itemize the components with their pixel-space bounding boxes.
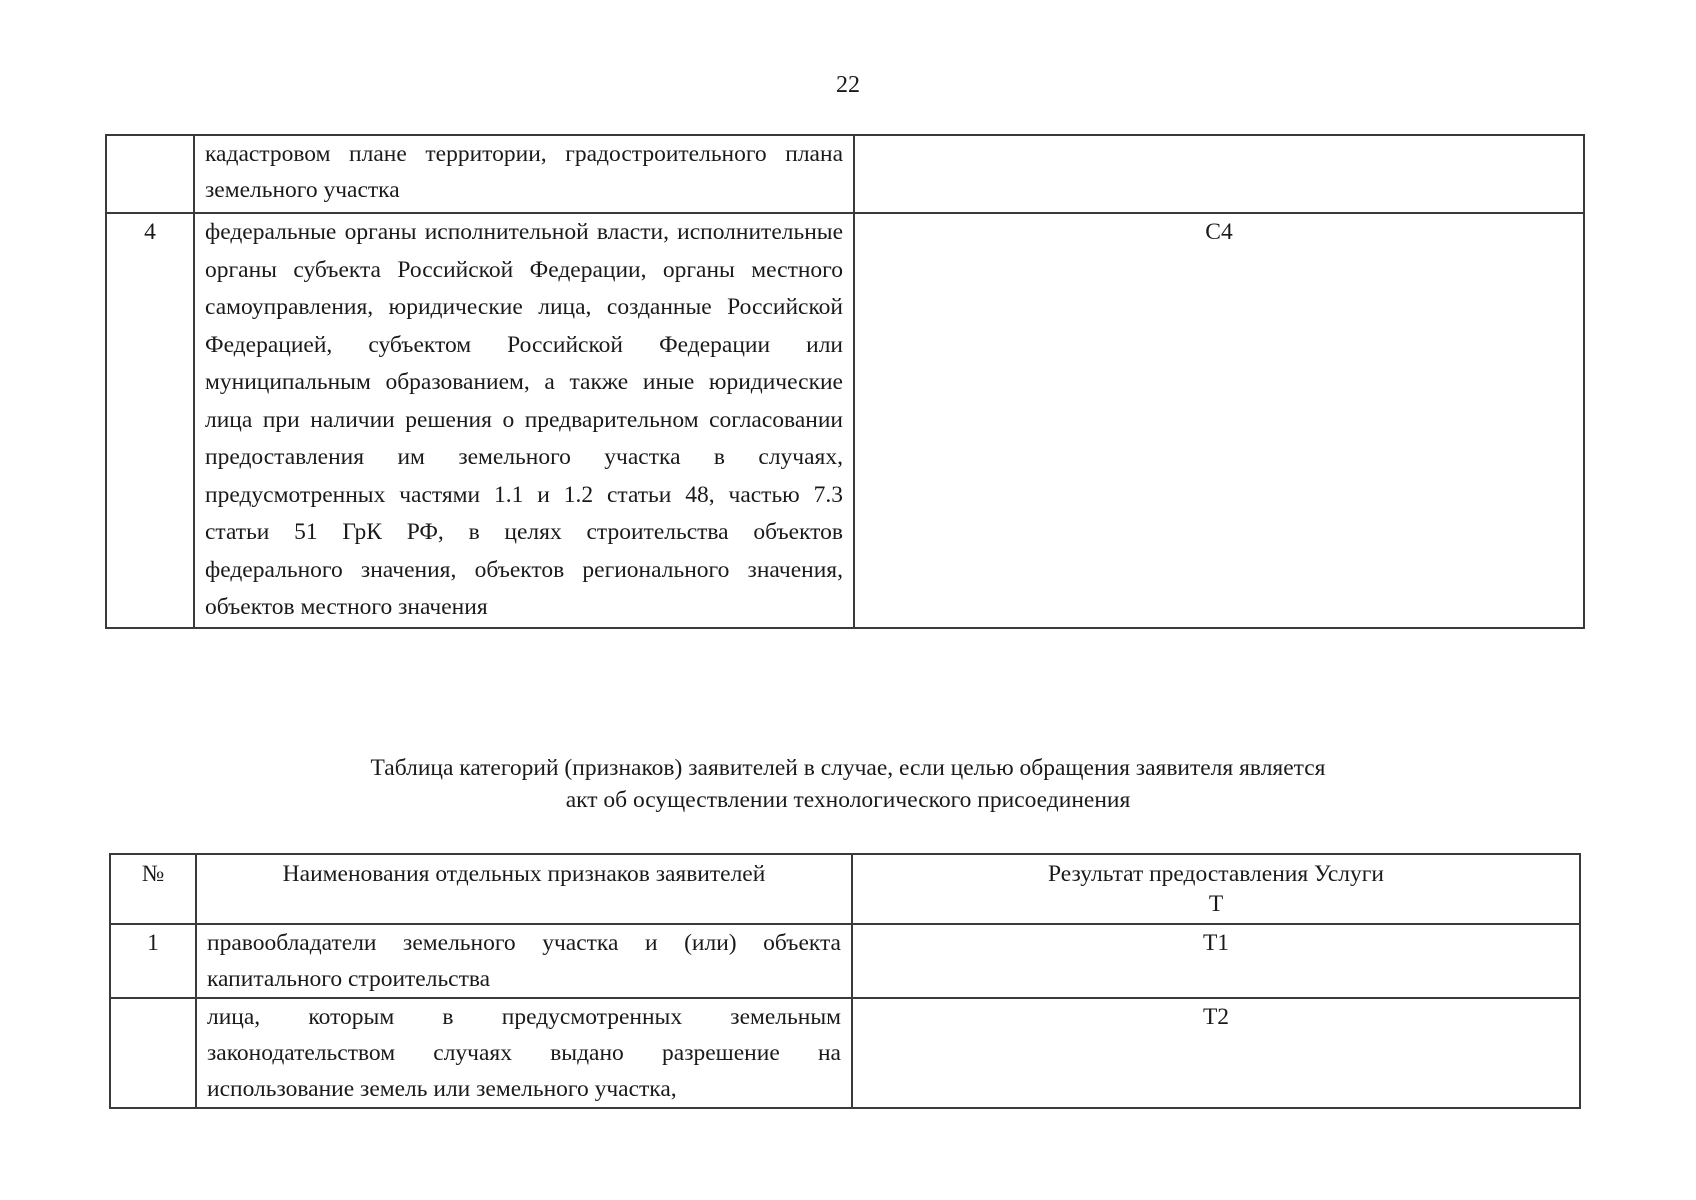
row-number	[110, 998, 196, 1108]
row-number	[106, 135, 194, 213]
row-description: федеральные органы исполнительной власти, исполнительные органы субъекта Российской Федерации, органы местного самоуправления, юридические лица, созданные Российской Федерацией, субъектом Российской Федерации или муниципальным образованием, а также иные юридические лица при наличии решения о предварительном согласовании предоставления им земельного участка в случаях, предусмотренных частями 1.1 и 1.2 статьи 48, частью 7.3 статьи 51 ГрК РФ, в целях строительства объектов федерального значения, объектов регионального значения, объектов местного значения	[194, 213, 854, 628]
row-description: лица, которым в предусмотренных земельным законодательством случаях выдано разрешение на использование земель или земельного участка,	[196, 998, 852, 1108]
table-caption	[0, 752, 1696, 816]
table-row	[110, 998, 1580, 1108]
table-header-row	[110, 854, 1580, 924]
row-description: кадастровом плане территории, градостроительного плана земельного участка	[194, 135, 854, 213]
page-number: 22	[836, 72, 860, 98]
row-result: С4	[854, 213, 1584, 628]
row-number: 4	[106, 213, 194, 628]
column-header-result-line-2: Т	[1208, 891, 1224, 917]
row-number: 1	[110, 924, 196, 998]
table-row	[106, 213, 1584, 628]
applicant-categories-table-connection-act	[109, 853, 1581, 1109]
row-result	[854, 135, 1584, 213]
table-caption-line-2: акт об осуществлении технологического присоединения	[565, 787, 1131, 813]
table-row	[110, 924, 1580, 998]
column-header-result-line-1: Результат предоставления Услуги	[1048, 861, 1384, 887]
row-result: Т1	[852, 924, 1580, 998]
row-result: Т2	[852, 998, 1580, 1108]
column-header-name: Наименования отдельных признаков заявителей	[196, 854, 852, 924]
table-caption-line-1: Таблица категорий (признаков) заявителей в случае, если целью обращения заявителя является	[370, 755, 1326, 781]
column-header-number: №	[110, 854, 196, 924]
table-row	[106, 135, 1584, 213]
column-header-result	[852, 854, 1580, 924]
applicant-categories-table-continued	[105, 134, 1585, 629]
row-description: правообладатели земельного участка и (или) объекта капитального строительства	[196, 924, 852, 998]
